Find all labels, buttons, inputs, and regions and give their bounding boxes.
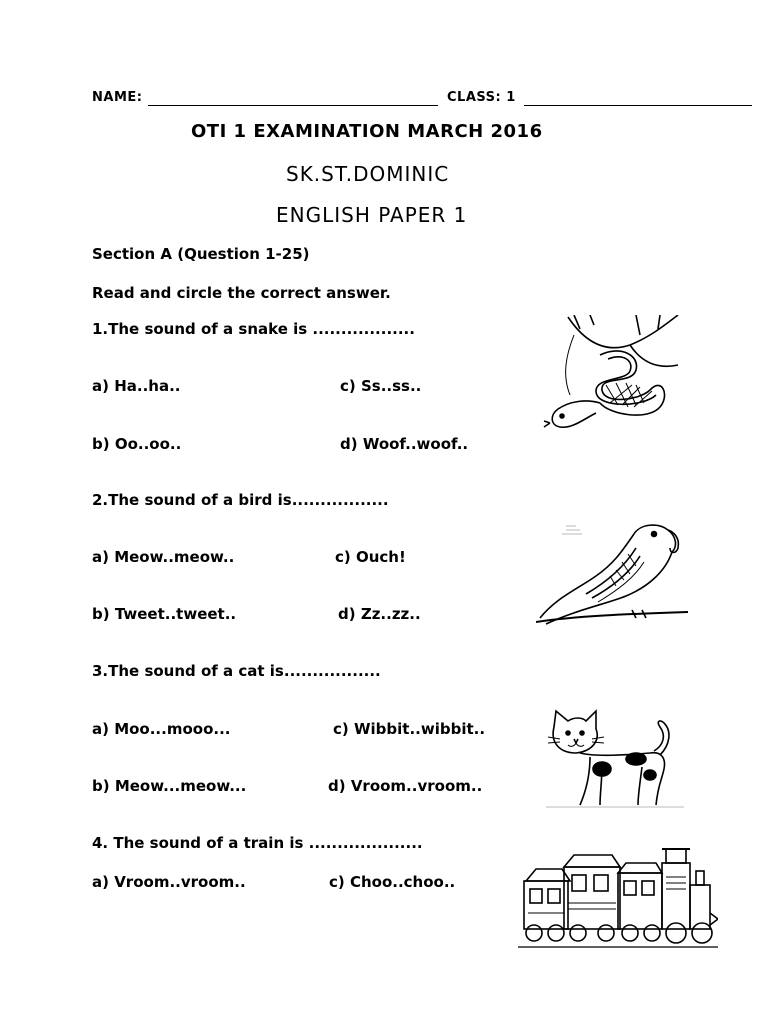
question-3-option-a[interactable]: a) Moo...mooo... xyxy=(92,720,231,738)
question-2-option-a[interactable]: a) Meow..meow.. xyxy=(92,548,235,566)
school-name: SK.ST.DOMINIC xyxy=(286,162,450,186)
class-label: CLASS: 1 xyxy=(447,90,516,105)
question-3-option-b[interactable]: b) Meow...meow... xyxy=(92,777,247,795)
paper-title: ENGLISH PAPER 1 xyxy=(276,203,468,227)
question-2-option-d[interactable]: d) Zz..zz.. xyxy=(338,605,421,623)
question-1-option-d[interactable]: d) Woof..woof.. xyxy=(340,435,469,453)
exam-title: OTI 1 EXAMINATION MARCH 2016 xyxy=(191,121,543,142)
snake-drawing-icon xyxy=(540,315,680,435)
question-2-option-c[interactable]: c) Ouch! xyxy=(335,548,406,566)
section-instruction: Read and circle the correct answer. xyxy=(92,284,391,302)
section-heading: Section A (Question 1-25) xyxy=(92,245,310,263)
bird-drawing-icon xyxy=(536,518,688,628)
question-2-text: 2.The sound of a bird is................. xyxy=(92,491,389,509)
class-blank-line xyxy=(524,105,752,106)
question-1-option-a[interactable]: a) Ha..ha.. xyxy=(92,377,181,395)
question-1-option-c[interactable]: c) Ss..ss.. xyxy=(340,377,422,395)
name-blank-line xyxy=(148,105,438,106)
question-4-text: 4. The sound of a train is .................... xyxy=(92,834,423,852)
question-2-option-b[interactable]: b) Tweet..tweet.. xyxy=(92,605,237,623)
question-3-option-c[interactable]: c) Wibbit..wibbit.. xyxy=(333,720,486,738)
question-1-option-b[interactable]: b) Oo..oo.. xyxy=(92,435,182,453)
question-4-option-a[interactable]: a) Vroom..vroom.. xyxy=(92,873,246,891)
question-3-option-d[interactable]: d) Vroom..vroom.. xyxy=(328,777,483,795)
question-1-text: 1.The sound of a snake is .................. xyxy=(92,320,415,338)
train-drawing-icon xyxy=(518,843,718,951)
question-4-option-c[interactable]: c) Choo..choo.. xyxy=(329,873,456,891)
cat-drawing-icon xyxy=(546,705,684,809)
question-3-text: 3.The sound of a cat is................. xyxy=(92,662,381,680)
name-label: NAME: xyxy=(92,90,143,105)
